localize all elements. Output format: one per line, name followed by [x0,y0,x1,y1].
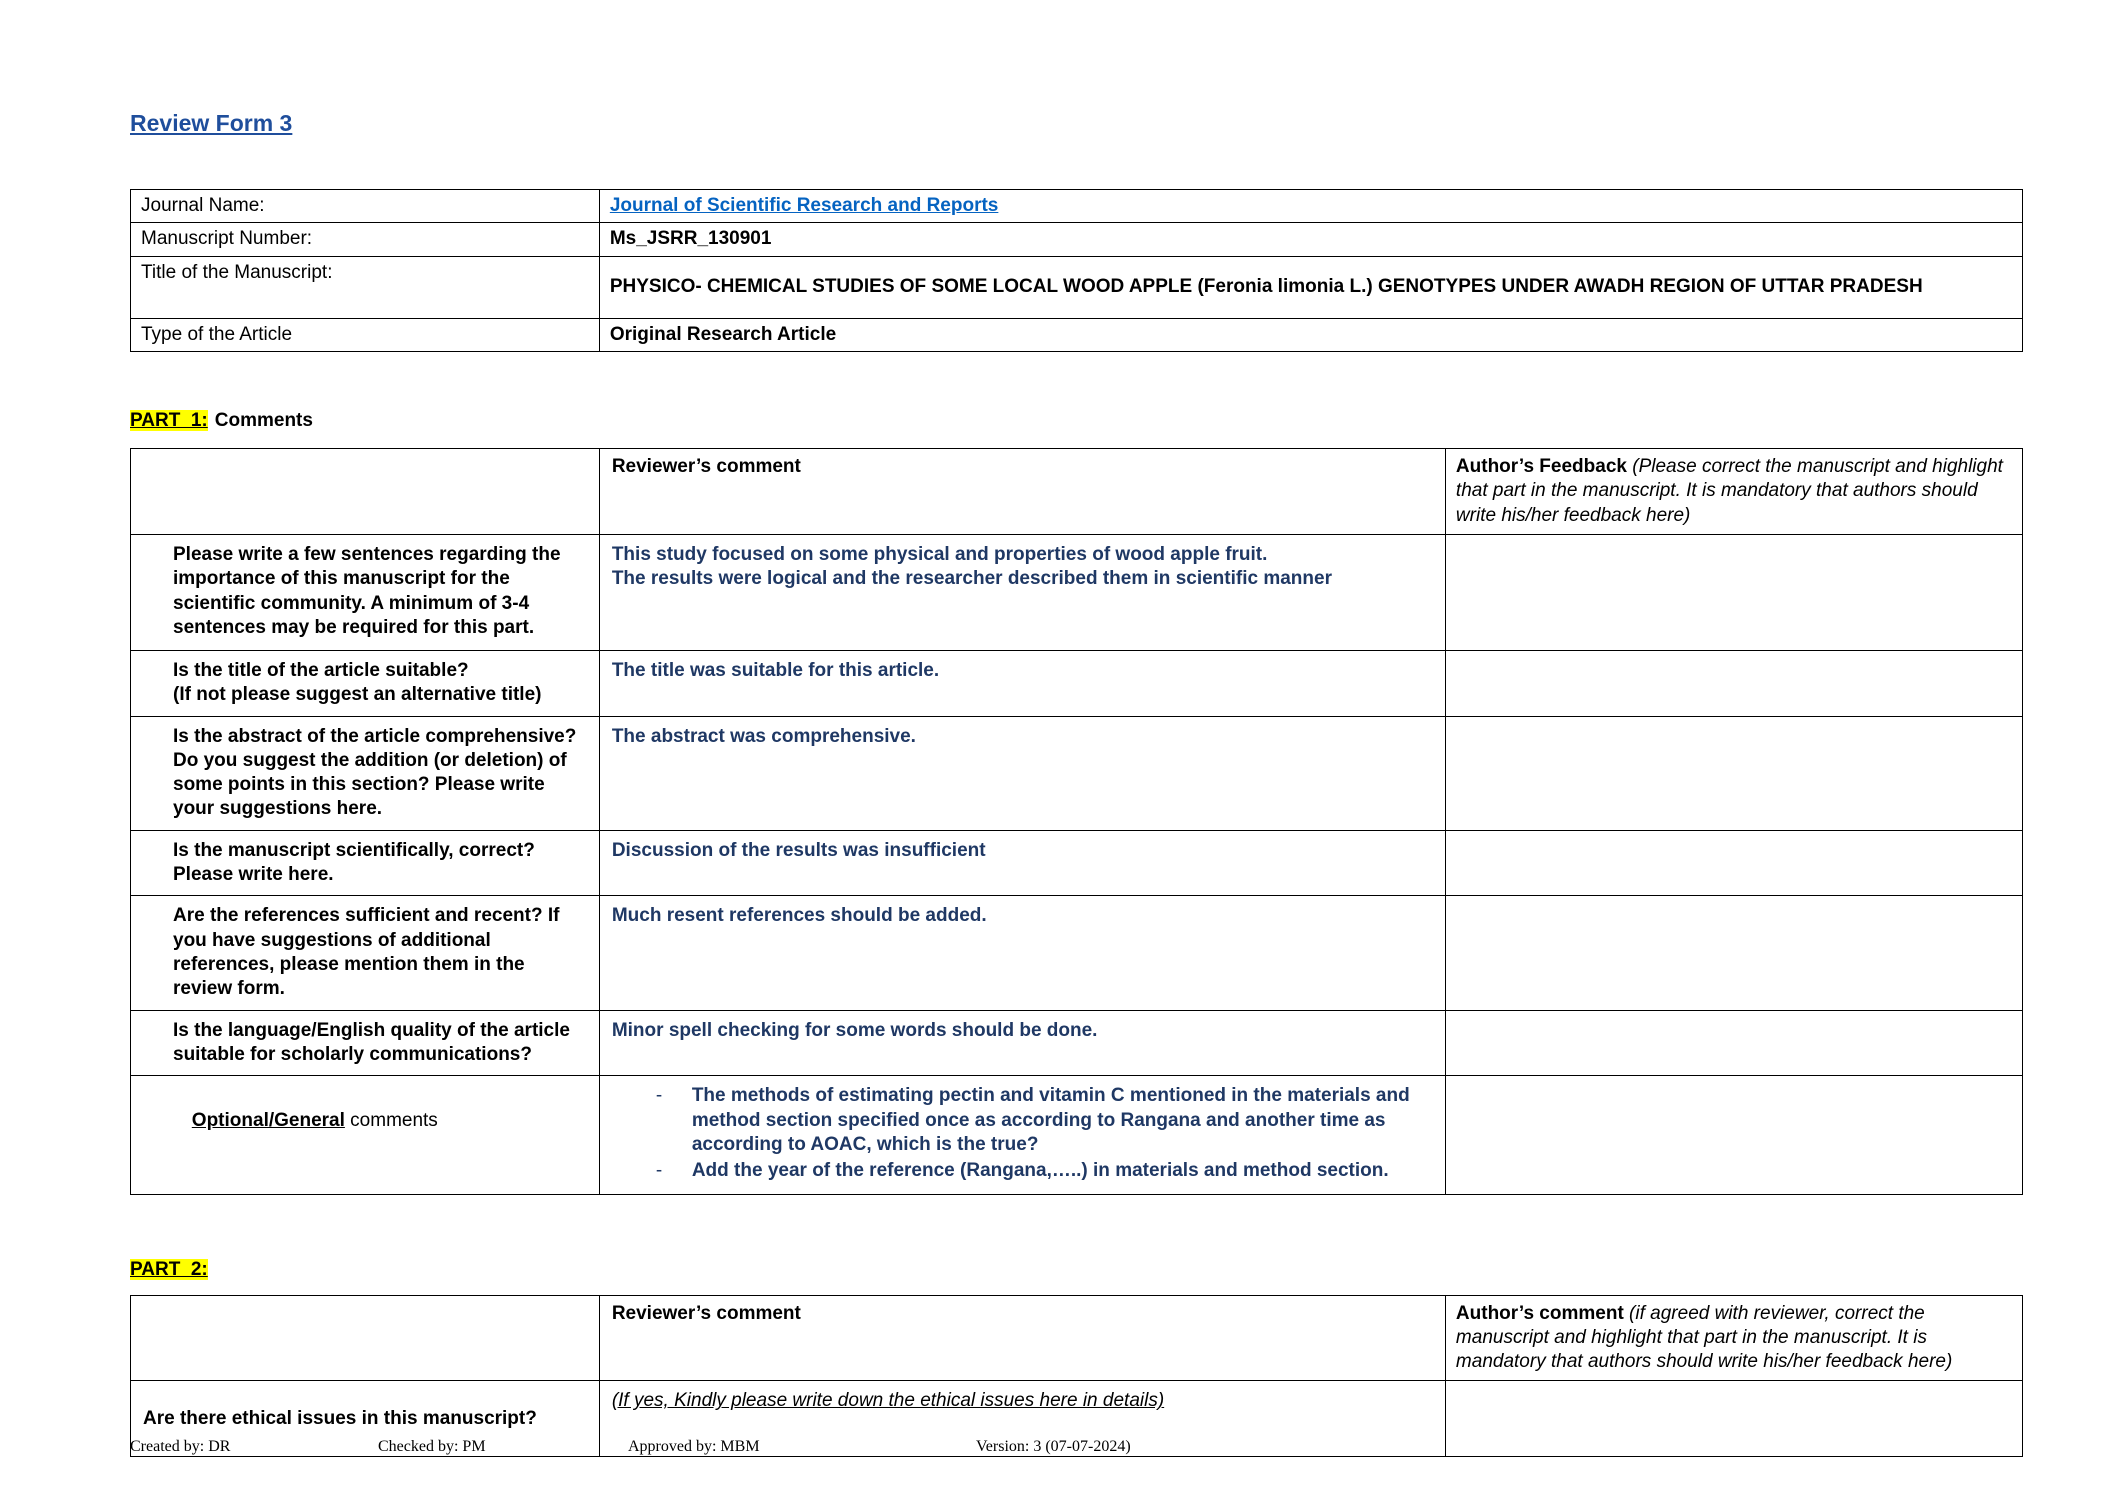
bullet-dash: - [655,1160,663,1182]
author-comment-header [1445,1295,2022,1381]
list-item [612,1159,1433,1183]
table-row [131,830,2023,896]
reviewer-comment-header: Reviewer’s comment [599,448,1445,534]
journal-name-label: Journal Name: [131,190,600,223]
author-feedback-header [1445,448,2022,534]
bullet-text: The methods of estimating pectin and vitamin C mentioned in the materials and method section specified once as according to Rangana and another time as according to AOAC, which is the true? [691,1085,1410,1155]
question-line: Is the title of the article suitable? [173,659,469,681]
part2-heading-highlight: PART 2: [130,1258,208,1280]
part1-table [130,448,2023,1195]
question-line: Are the references sufficient and recent? If you have suggestions of additional references, please mention them in the review form. [173,905,560,1000]
document-footer [0,1438,2117,1462]
comment-line: The title was suitable for this article. [611,659,940,681]
comment-line: This study focused on some physical and properties of wood apple fruit. [611,543,1268,565]
blank-header-cell [131,1295,600,1381]
question-cell [131,650,600,716]
table-row [131,256,2023,318]
page-title: Review Form 3 [130,110,293,136]
table-row [131,1010,2023,1076]
author-comment-header-note: (if agreed with reviewer, correct the manuscript and highlight that part in the manuscript. It is mandatory that authors should write his/her feedback here) [1455,1302,1953,1373]
reviewer-comment-cell [599,650,1445,716]
table-header-row [131,448,2023,534]
manuscript-number-label: Manuscript Number: [131,223,600,256]
author-feedback-cell[interactable] [1445,1010,2022,1076]
footer-created-by: Created by: DR [130,1438,231,1455]
document-content [130,0,2023,1457]
journal-name-cell [599,190,2022,223]
comment-line: Discussion of the results was insufficient [611,839,986,861]
reviewer-comment-cell [599,534,1445,650]
optional-label-emphasis: Optional/General [191,1109,345,1131]
journal-link[interactable]: Journal of Scientific Research and Reports [609,195,999,216]
table-header-row [131,1295,2023,1381]
reviewer-comment-header: Reviewer’s comment [599,1295,1445,1381]
table-row [131,716,2023,830]
table-row [131,650,2023,716]
footer-checked-by: Checked by: PM [378,1438,486,1455]
article-type-value: Original Research Article [599,318,2022,351]
question-line: Is the language/English quality of the article suitable for scholarly communications? [173,1019,570,1065]
table-row [131,318,2023,351]
footer-approved-by: Approved by: MBM [628,1438,760,1455]
comment-line: Minor spell checking for some words should be done. [611,1019,1098,1041]
question-line: Is the abstract of the article comprehensive? Do you suggest the addition (or deletion) of some points in this section? Please write your suggestions here. [173,725,577,820]
part2-heading [130,1259,2023,1281]
comment-line: The abstract was comprehensive. [611,725,916,747]
blank-header-cell [131,448,600,534]
bullet-dash: - [655,1085,663,1107]
table-row [131,534,2023,650]
reviewer-comment-cell [599,830,1445,896]
article-type-label: Type of the Article [131,318,600,351]
author-feedback-cell[interactable] [1445,1076,2022,1194]
table-row [131,190,2023,223]
manuscript-number-value: Ms_JSRR_130901 [599,223,2022,256]
author-feedback-cell[interactable] [1445,716,2022,830]
part1-heading-rest: Comments [214,409,313,431]
author-comment-header-title: Author’s comment [1455,1302,1624,1324]
author-feedback-cell[interactable] [1445,896,2022,1010]
reviewer-comment-cell [599,1076,1445,1194]
ethical-issues-question: Are there ethical issues in this manuscript? [131,1381,600,1457]
question-cell [131,896,600,1010]
question-line: Please write a few sentences regarding the importance of this manuscript for the scientific community. A minimum of 3-4 sentences may be required for this part. [173,543,561,638]
comment-line: The results were logical and the researcher described them in scientific manner [611,568,1332,590]
question-cell [131,830,600,896]
manuscript-title-value: PHYSICO- CHEMICAL STUDIES OF SOME LOCAL WOOD APPLE (Feronia limonia L.) GENOTYPES UNDER AWADH REGION OF UTTAR PRADESH [599,256,2022,318]
part1-heading-highlight: PART 1: [130,409,208,431]
author-feedback-cell[interactable] [1445,534,2022,650]
question-cell [131,716,600,830]
author-feedback-header-title: Author’s Feedback [1455,455,1627,477]
reviewer-comment-cell [599,1010,1445,1076]
part2-table [130,1295,2023,1458]
comment-line: Much resent references should be added. [611,905,987,927]
part1-heading [130,410,2023,432]
table-row [131,896,2023,1010]
question-line: Is the manuscript scientifically, correct? Please write here. [173,839,535,886]
table-row [131,223,2023,256]
manuscript-title-label: Title of the Manuscript: [131,256,600,318]
footer-version: Version: 3 (07-07-2024) [976,1438,1131,1455]
optional-comments-cell [131,1076,600,1194]
ethical-issues-comment-cell[interactable]: (If yes, Kindly please write down the ethical issues here in details) [599,1381,1445,1457]
reviewer-comment-cell [599,716,1445,830]
optional-label-rest: comments [344,1109,438,1131]
question-line: (If not please suggest an alternative title) [173,684,542,706]
question-cell [131,534,600,650]
author-feedback-cell[interactable] [1445,830,2022,896]
author-feedback-cell[interactable] [1445,650,2022,716]
table-row [131,1076,2023,1194]
question-cell [131,1010,600,1076]
bullet-text: Add the year of the reference (Rangana,…..) in materials and method section. [691,1160,1389,1182]
list-item [612,1084,1433,1157]
author-feedback-header-note: (Please correct the manuscript and highlight that part in the manuscript. It is mandatory that authors should write his/her feedback here) [1455,455,2009,526]
reviewer-comment-cell [599,896,1445,1010]
manuscript-info-table [130,189,2023,352]
